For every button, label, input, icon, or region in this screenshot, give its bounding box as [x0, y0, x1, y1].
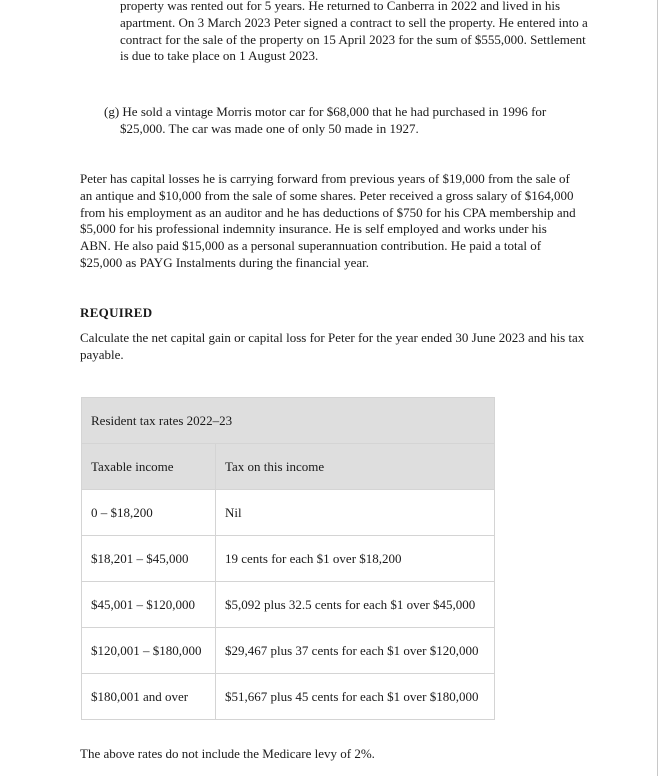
table-row — [82, 536, 495, 582]
table-row — [82, 674, 495, 720]
table-caption: Resident tax rates 2022–23 — [82, 398, 495, 444]
item-g-line2: $25,000. The car was made one of only 50 made in 1927. — [120, 120, 419, 136]
required-text: Calculate the net capital gain or capital loss for Peter for the year ended 30 June 2023 and his tax payable. — [80, 330, 585, 362]
table-row — [82, 582, 495, 628]
tax-cell: Nil — [216, 490, 495, 536]
income-range-cell: 0 – $18,200 — [82, 490, 216, 536]
property-paragraph: property was rented out for 5 years. He returned to Canberra in 2022 and lived in his apartment. On 3 March 2023 Peter signed a contract to sell the property. He entered into a contract for the sale of the property on 15 April 2023 for the sum of $555,000. Settlement is due to take place on 1 August 2023. — [120, 0, 588, 64]
tax-rates-table — [81, 397, 495, 720]
table-header-row — [82, 444, 495, 490]
income-range-cell: $120,001 – $180,000 — [82, 628, 216, 674]
income-range-cell: $18,201 – $45,000 — [82, 536, 216, 582]
required-heading: REQUIRED — [80, 305, 153, 320]
income-range-cell: $45,001 – $120,000 — [82, 582, 216, 628]
header-tax-on-income: Tax on this income — [216, 444, 495, 490]
medicare-footnote: The above rates do not include the Medicare levy of 2%. — [80, 746, 375, 761]
item-g-paragraph — [104, 104, 574, 138]
tax-cell: $51,667 plus 45 cents for each $1 over $180,000 — [216, 674, 495, 720]
item-g-label: (g) — [104, 104, 120, 119]
table-row — [82, 628, 495, 674]
income-range-cell: $180,001 and over — [82, 674, 216, 720]
tax-cell: $29,467 plus 37 cents for each $1 over $120,000 — [216, 628, 495, 674]
tax-cell: $5,092 plus 32.5 cents for each $1 over $45,000 — [216, 582, 495, 628]
tax-cell: 19 cents for each $1 over $18,200 — [216, 536, 495, 582]
item-g-line1: He sold a vintage Morris motor car for $68,000 that he had purchased in 1996 for — [122, 104, 547, 119]
table-row — [82, 490, 495, 536]
capital-losses-paragraph: Peter has capital losses he is carrying forward from previous years of $19,000 from the sale of an antique and $10,000 from the sale of some shares. Peter received a gross salary of $164,000 from his employment as an auditor and he has deductions of $750 for his CPA membership and $5,000 for his professional indemnity insurance. He is self employed and works under his ABN. He also paid $15,000 as a personal superannuation contribution. He paid a total of $25,000 as PAYG Instalments during the financial year. — [80, 171, 576, 270]
page-right-border — [657, 0, 658, 776]
table-caption-row — [82, 398, 495, 444]
header-taxable-income: Taxable income — [82, 444, 216, 490]
